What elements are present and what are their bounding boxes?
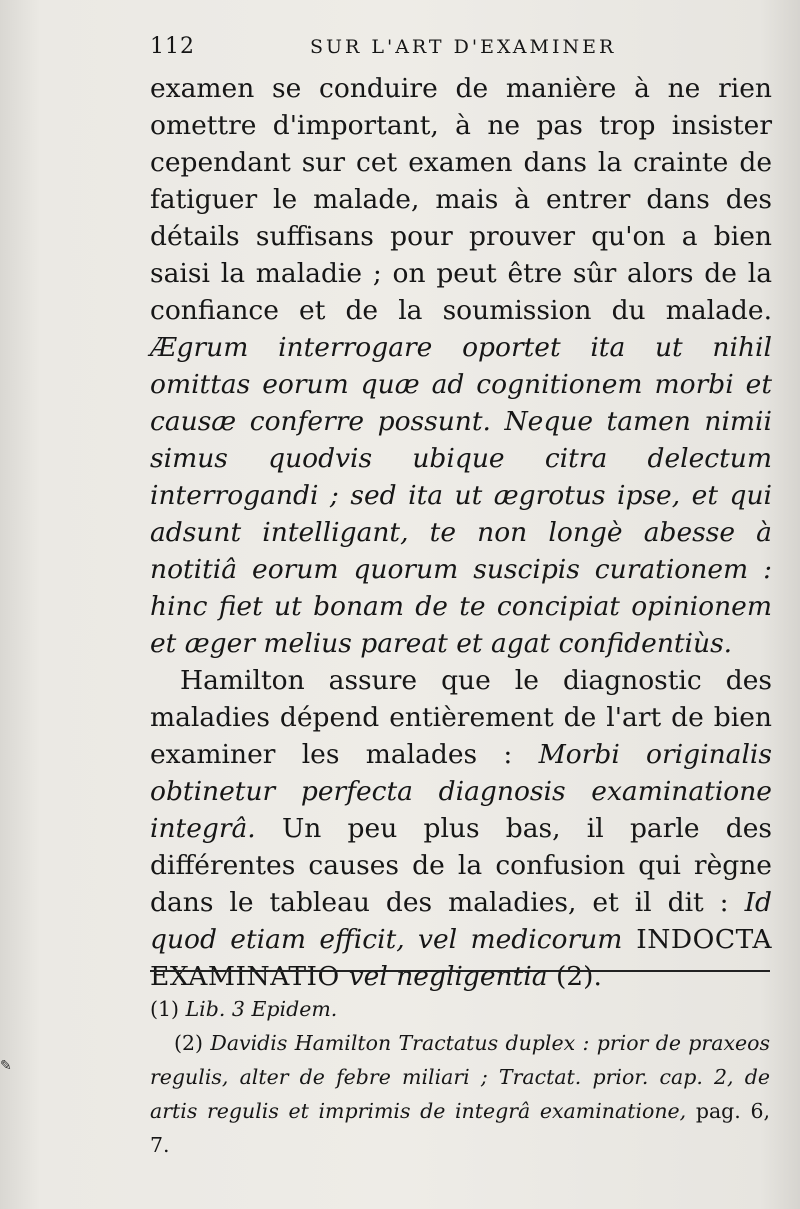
footnote-2-number: (2) [174,1031,211,1055]
ink-blot-icon: ✎ [0,1058,12,1074]
footnote-ref-2: (2). [547,961,602,992]
footnote-divider [150,970,770,972]
footnote-2-tail: pag. 6, 7. [150,1099,770,1157]
footnote-1 [150,992,770,1026]
footnote-1-number: (1) [150,997,186,1021]
footnote-2 [150,1026,770,1162]
body-text [150,70,772,995]
small-caps-phrase: INDOCTA EXAMINATIO [150,924,772,992]
paragraph-1 [150,70,772,662]
footnote-2-text: Davidis Hamilton Tractatus duplex : prior de praxeos regulis, alter de febre miliari ; Tractat. prior. cap. 2, de artis regulis et imprimis de integrâ examinatione, [150,1031,770,1123]
latin-quote-2: Morbi originalis obtinetur perfecta diagnosis examinatione integrâ. [150,739,772,844]
paragraph-2 [150,662,772,995]
footnotes [150,992,770,1162]
latin-quote-1: Ægrum interrogare oportet ita ut nihil omittas eorum quæ ad cognitionem morbi et causæ conferre possunt. Neque tamen nimii simus quodvis ubique citra delectum interrogandi ; sed ita ut ægrotus ipse, et qui adsunt intelligant, te non longè abesse à notitiâ eorum quorum suscipis curationem : hinc fiet ut bonam de te concipiat opinionem et æger melius pareat et agat confidentiùs. [150,332,772,659]
latin-quote-3: Id quod etiam efficit, vel medicorum [150,887,772,955]
latin-quote-4: vel negligentia [348,961,548,992]
paragraph-2-text-b: Un peu plus bas, il parle des différentes causes de la confusion qui règne dans le tableau des maladies, et il dit : [150,813,772,918]
footnote-1-text: Lib. 3 Epidem. [185,997,338,1021]
page-number: 112 [150,34,195,59]
running-title: SUR L'ART D'EXAMINER [310,36,617,58]
paragraph-1-text: examen se conduire de manière à ne rien omettre d'important, à ne pas trop insister cependant sur cet examen dans la crainte de fatiguer le malade, mais à entrer dans des détails suffisans pour prouver qu'on a bien saisi la maladie ; on peut être sûr alors de la confiance et de la soumission du malade. [150,73,772,326]
paragraph-2-text-a: Hamilton assure que le diagnostic des maladies dépend entièrement de l'art de bien examiner les malades : [150,665,772,770]
page-header [150,34,770,64]
